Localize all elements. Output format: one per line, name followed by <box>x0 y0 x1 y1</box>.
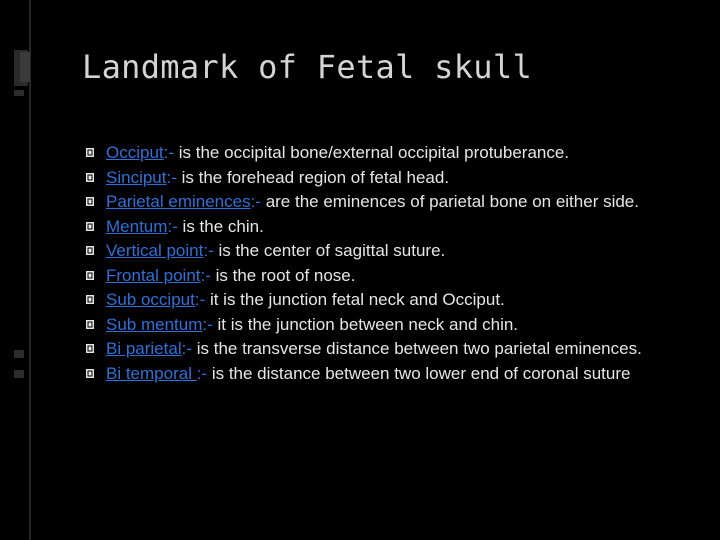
list-item <box>86 143 696 163</box>
decorative-accent-block <box>14 350 24 358</box>
list-item <box>86 364 696 384</box>
square-bullet-icon <box>86 320 94 329</box>
term-separator: :- <box>200 265 211 285</box>
decorative-accent-block <box>20 52 30 82</box>
term-link[interactable]: Sinciput <box>106 167 167 187</box>
list-item <box>86 315 696 335</box>
square-bullet-icon <box>86 271 94 280</box>
term-separator: :- <box>167 216 178 236</box>
list-item <box>86 192 696 212</box>
definition-text: is the chin. <box>177 216 264 236</box>
term-link[interactable]: Bi parietal <box>106 339 182 358</box>
term-separator: :- <box>250 192 261 211</box>
slide-title: Landmark of Fetal skull <box>82 48 533 86</box>
square-bullet-icon <box>86 148 94 157</box>
bullet-list <box>86 143 696 388</box>
list-item <box>86 168 696 188</box>
definition-text: it is the junction fetal neck and Occiput. <box>205 290 505 309</box>
definition-text: is the occipital bone/external occipital protuberance. <box>174 143 570 162</box>
term-link[interactable]: Occiput <box>106 143 164 162</box>
square-bullet-icon <box>86 222 94 231</box>
list-item <box>86 241 696 261</box>
term-separator: :- <box>163 143 175 162</box>
term-separator: :- <box>166 167 177 187</box>
square-bullet-icon <box>86 295 94 304</box>
square-bullet-icon <box>86 197 94 206</box>
definition-text: is the root of nose. <box>210 265 356 285</box>
term-link[interactable]: Sub occiput <box>106 290 195 309</box>
definition-text: is the forehead region of fetal head. <box>176 167 450 187</box>
definition-text: are the eminences of parietal bone on either side. <box>260 192 639 211</box>
term-link[interactable]: Parietal eminences <box>106 192 251 211</box>
term-separator: :- <box>202 314 213 334</box>
term-link[interactable]: Vertical point <box>106 241 204 260</box>
term-link[interactable]: Mentum <box>106 216 168 236</box>
term-separator: :- <box>203 241 214 260</box>
decorative-accent-block <box>14 90 24 96</box>
square-bullet-icon <box>86 344 94 353</box>
term-link[interactable]: Sub mentum <box>106 314 203 334</box>
definition-text: it is the junction between neck and chin. <box>212 314 519 334</box>
list-item <box>86 339 696 359</box>
term-separator: :- <box>196 363 208 383</box>
list-item <box>86 290 696 310</box>
square-bullet-icon <box>86 369 94 378</box>
term-link[interactable]: Frontal point <box>106 265 201 285</box>
term-link[interactable]: Bi temporal <box>106 363 197 383</box>
square-bullet-icon <box>86 173 94 182</box>
square-bullet-icon <box>86 246 94 255</box>
definition-text: is the distance between two lower end of coronal suture <box>207 363 631 383</box>
list-item <box>86 217 696 237</box>
definition-text: is the transverse distance between two parietal eminences. <box>192 339 642 358</box>
term-separator: :- <box>181 339 192 358</box>
list-item <box>86 266 696 286</box>
term-separator: :- <box>194 290 206 309</box>
decorative-accent-block <box>14 370 24 378</box>
definition-text: is the center of sagittal suture. <box>213 241 446 260</box>
